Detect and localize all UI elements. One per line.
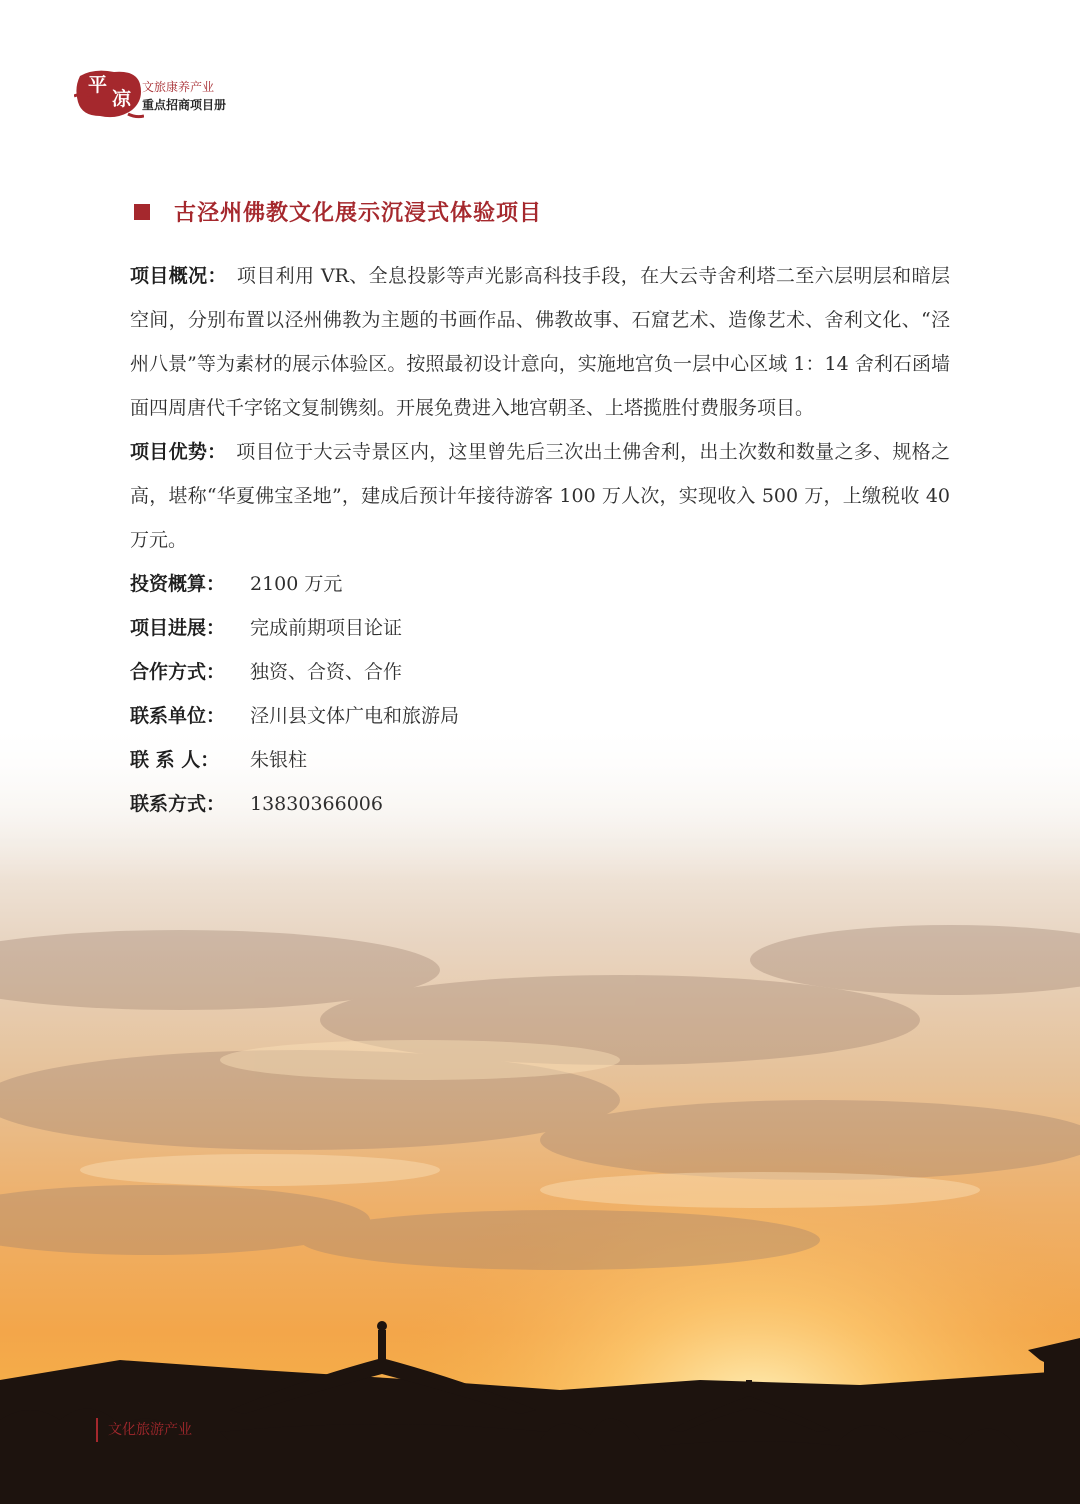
square-bullet-icon: [134, 204, 150, 220]
field-label: 联系单位：: [130, 705, 226, 727]
field-value: 完成前期项目论证: [250, 617, 403, 639]
overview-label: 项目概况：: [130, 265, 218, 287]
field-value: 独资、合资、合作: [250, 661, 403, 683]
seal-char-1: 平: [88, 74, 108, 96]
field-value: 2100 万元: [250, 573, 343, 595]
project-heading: [134, 196, 542, 227]
brand-logo: [74, 66, 274, 126]
field-label: 项目进展：: [130, 617, 226, 639]
advantage-text: 项目位于大云寺景区内，这里曾先后三次出土佛舍利，出土次数和数量之多、规格之高，堪称“华夏佛宝圣地”，建成后预计年接待游客 100 万人次，实现收入 500 万，上缴税收 40 万元。: [130, 441, 950, 551]
logo-title: 重点招商项目册: [142, 98, 227, 112]
sunset-temple-background: [0, 720, 1080, 1504]
field-cooperation: [130, 650, 950, 694]
field-value: 泾川县文体广电和旅游局: [250, 705, 460, 727]
overview-paragraph: [130, 254, 950, 430]
logo-subtitle: 文旅康养产业: [142, 80, 215, 94]
field-progress: [130, 606, 950, 650]
field-label: 联系方式：: [130, 793, 226, 815]
field-contact-phone: [130, 782, 950, 826]
overview-text: 项目利用 VR、全息投影等声光影高科技手段，在大云寺舍利塔二至六层明层和暗层空间，分别布置以泾州佛教为主题的书画作品、佛教故事、石窟艺术、造像艺术、舍利文化、“泾州八景”等为素材的展示体验区。按照最初设计意向，实施地宫负一层中心区域 1：14 舍利石函墙面四周唐代千字铭文复制镌刻。开展免费进入地宫朝圣、上塔揽胜付费服务项目。: [130, 265, 950, 419]
advantage-label: 项目优势：: [130, 441, 217, 463]
advantage-paragraph: [130, 430, 950, 562]
field-contact-unit: [130, 694, 950, 738]
project-content: [130, 254, 950, 826]
field-label: 联 系 人：: [130, 749, 220, 771]
seal-icon: [74, 66, 144, 122]
field-contact-person: [130, 738, 950, 782]
seal-char-2: 凉: [112, 88, 132, 110]
field-value: 13830366006: [250, 793, 383, 815]
field-label: 合作方式：: [130, 661, 226, 683]
field-value: 朱银柱: [250, 749, 308, 771]
heading-text: 古泾州佛教文化展示沉浸式体验项目: [174, 200, 543, 226]
field-label: 投资概算：: [130, 573, 226, 595]
field-investment: [130, 562, 950, 606]
footer-label: 文化旅游产业: [96, 1418, 192, 1442]
